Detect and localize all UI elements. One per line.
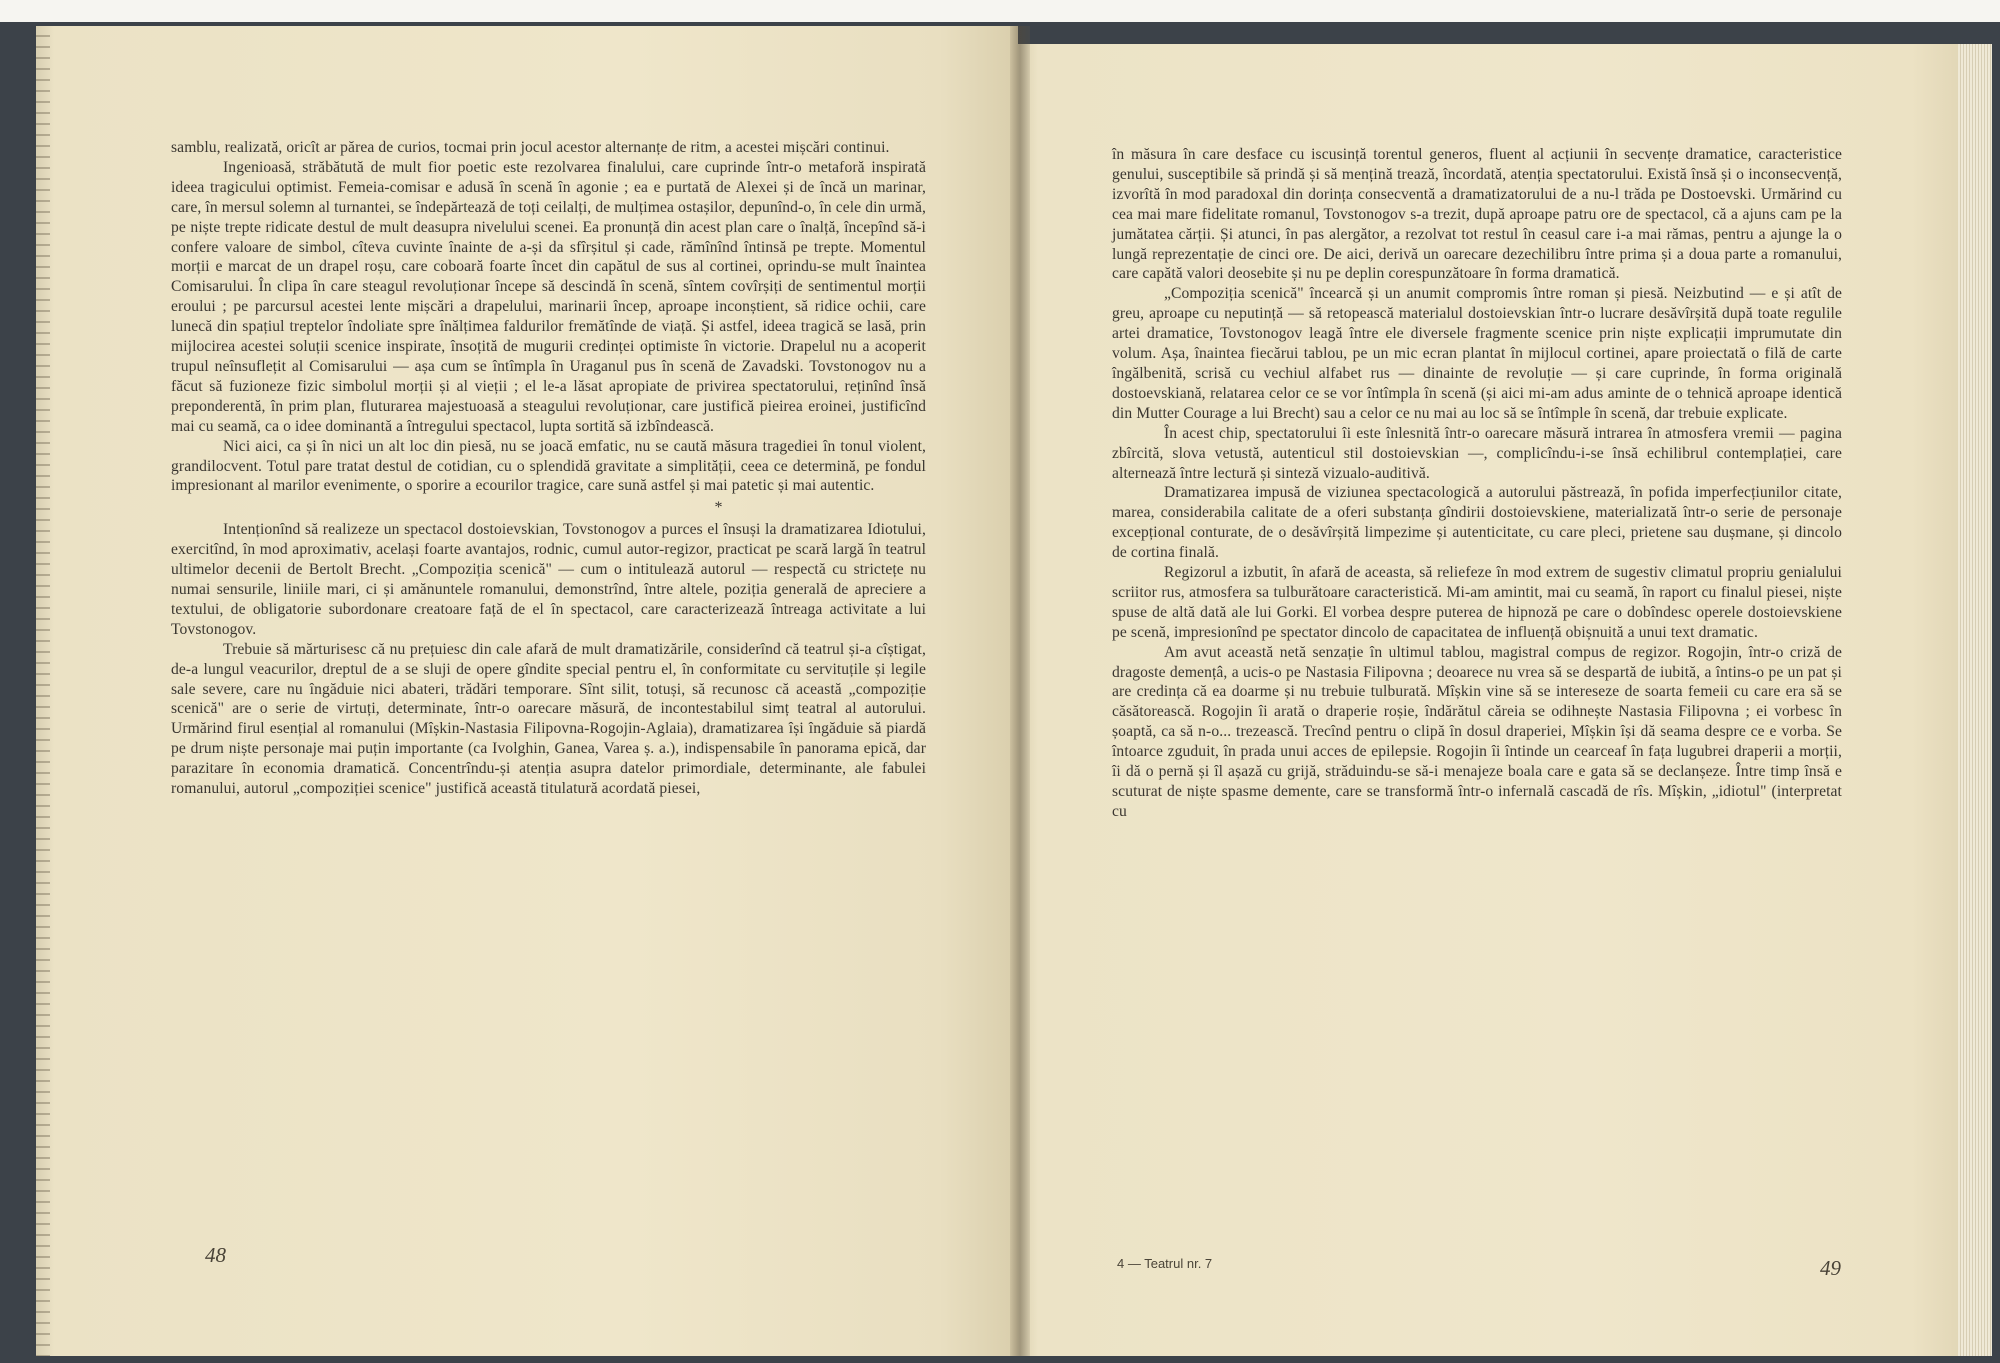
paragraph: „Compoziția scenică" încearcă și un anumit compromis între roman și piesă. Neizbutind — e și atît de greu, aproape cu neputință — să retopească materialul dostoievskian într-o lucrare desăvîrșită după toate regulile artei dramatice, Tovstonogov leagă între ele diversele fragmente scenice prin niște explicații imprumutate din volum. Așa, înaintea fiecărui tablou, pe un mic ecran plantat în mijlocul cortinei, apare proiectată o filă de carte îngălbenită, scrisă cu vechiul alfabet rus — dinainte de revoluție — și care cuprinde, în forma originală dostoevskiană, relatarea celor ce se vor întîmpla în scenă (și aici mi-am adus aminte de o tehnică aproape identică din Mutter Courage a lui Brecht) sau a celor ce nu mai au loc să se întîmple în scenă, dar trebuie explicate. — [1112, 285, 1842, 422]
right-page-text — [1112, 145, 1842, 822]
paragraph: în măsura în care desface cu iscusință torentul generos, fluent al acțiunii în secvențe dramatice, caracteristice genului, susceptibile să prindă și să mențină trează, încordată, atenția spectatorului. Există însă și o inconsecvență, izvorîtă în mod paradoxal din dorința consecventă a dramatizatorului de a nu-l trăda pe Dostoevski. Urmărind cu cea mai mare fidelitate romanul, Tovstonogov s-a trezit, după aproape patru ore de spectacol, că a ajuns cam pe la jumătatea cărții. Și atunci, în pas alergător, a rezolvat tot restul în ceasul care i-a mai rămas, pentru a ajunge la o lungă reprezentație de cinci ore. De aici, derivă un oarecare dezechilibru între prima și a doua parte a romanului, care capătă valori deosebite și nu pe deplin corespunzătoare în forma dramatică. — [1112, 146, 1842, 283]
paragraph: Trebuie să mărturisesc că nu prețuiesc din cale afară de mult dramatizările, considerînd că teatrul și-a cîștigat, de-a lungul veacurilor, dreptul de a se sluji de opere gîndite special pentru el, în conformitate cu servituțile și legile sale severe, care nu îngăduie nici abateri, trădări temporare. Sînt silit, totuși, să recunosc că această „compoziție scenică" are o serie de virtuți, determinate, într-o oarecare măsură, de incontestabilul simț teatral al autorului. Urmărind firul esențial al romanului (Mîșkin-Nastasia Filipovna-Rogojin-Aglaia), dramatizarea își îngăduie să piardă pe drum niște personaje mai puțin importante (ca Ivolghin, Ganea, Varea ș. a.), indispensabile în panorama epică, dar parazitare în economia dramatică. Concentrîndu-și atenția asupra datelor primordiale, determinante, ale fabulei romanului, autorul „compoziției scenice" justifică această titulatură acordată piesei, — [171, 640, 926, 798]
page-edges — [1958, 44, 1992, 1356]
footer-signature: 4 — Teatrul nr. 7 — [1117, 1256, 1213, 1271]
paragraph: Intenționînd să realizeze un spectacol dostoievskian, Tovstonogov a purces el însuși la dramatizarea Idiotului, exercitînd, în mod aproximativ, același foarte avantajos, rodnic, cumul autor-regizor, practicat pe scară largă în teatrul ultimelor decenii de Bertolt Brecht. „Compoziția scenică" — cum o intitulează autorul — respectă cu strictețe nu numai sensurile, liniile mari, ci și amănuntele romanului, demonstrînd, între altele, poziția generală de apreciere a textului, de obligatorie subordonare creatoare față de el în spectacol, care caracterizează întreaga activitate a lui Tovstonogov. — [171, 521, 926, 638]
paragraph: Dramatizarea impusă de viziunea spectacologică a autorului păstrează, în pofida imperfecțiunilor citate, marea, considerabila calitate de a oferi substanța gîndirii dostoievskiene, materializată într-o serie de personaje excepțional conturate, de o desăvîrșită limpezime și autenticitate, cu care pleci, prietene sau dușmane, și dincolo de cortina finală. — [1112, 484, 1842, 562]
paragraph: Ingenioasă, străbătută de mult fior poetic este rezolvarea finalului, care cuprinde într-o metaforă inspirată ideea tragicului optimist. Femeia-comisar e adusă în scenă în agonie ; ea e purtată de Alexei și de încă un marinar, care, în mersul solemn al turnantei, se îndepărtează de toți ceilalți, de mulțimea ostașilor, depunînd-o, în cele din urmă, pe niște trepte ridicate destul de mult deasupra nivelului scenei. Ea pronunță din acest plan care o înalță, începînd să-i confere valoare de simbol, cîteva cuvinte înainte de a-și da sfîrșitul și cade, rămînînd întinsă pe trepte. Momentul morții e marcat de un drapel roșu, care coboară foarte încet din capătul de sus al cortinei, oprindu-se mult înaintea Comisarului. În clipa în care steagul revoluționar începe să descindă în scenă, sîntem covîrșiți de sentimentul morții eroului ; pe parcursul acestei lente mișcări a drapelului, marinarii încep, aproape inconștient, să ridice ochii, care lunecă din spațiul treptelor îndoliate spre înălțimea faldurilor fremătînde de viață. Și astfel, ideea tragică se lasă, prin mijlocirea acestei soluții scenice inspirate, însoțită de mugurii credinței optimiste în victorie. Drapelul nu a acoperit trupul neînsuflețit al Comisarului — așa cum se întîmpla în Uraganul pus în scenă de Zavadski. Tovstonogov nu a făcut să fuzioneze fizic simbolul morții și al vieții ; el le-a lăsat apropiate de privirea spectatorului, reținînd însă preponderentă, în prim plan, fluturarea majestuoasă a steagului revoluționar, care justifică pieirea eroinei, justificînd mai cu seamă, ca o idee dominantă a întregului spectacol, lupta sortită să izbîndească. — [171, 158, 926, 435]
paragraph: Am avut această netă senzație în ultimul tablou, magistral compus de regizor. Rogojin, într-o criză de dragoste demențâ, a ucis-o pe Nastasia Filipovna ; deoarece nu vrea să se despartă de iubită, a întins-o pe un pat și are credința că ea doarme și nu trebuie tulburată. Mîșkin vine să se intereseze de soarta femeii cu care era să se căsătorească. Rogojin îi arată o draperie roșie, îndărătul căreia se odihnește Nastasia Filipovna ; ei vorbesc în șoaptă, ca să n-o... trezească. Trecînd pentru o clipă în dosul draperiei, Mîșkin își dă seama despre ce e vorba. Se întoarce zguduit, în prada unui acces de epilepsie. Rogojin îi întinde un cearceaf în fața lugubrei draperii a morții, îi dă o pernă și îl așază cu grijă, străduindu-se să-i menajeze boala care e gata să se declanșeze. Între timp însă e scuturat de niște spasme demente, care se transformă într-o infernală cascadă de rîs. Mîșkin, „idiotul" (interpretat cu — [1112, 643, 1842, 820]
section-separator: * — [714, 499, 723, 517]
page-number-left: 48 — [205, 1243, 226, 1267]
left-page-binding-edge — [36, 26, 50, 1356]
paragraph: În acest chip, spectatorului îi este înlesnită într-o oarecare măsură intrarea în atmosfera vremii — pagina zbîrcită, slova vetustă, autenticul stil dostoievskian —, complicîndu-i-se însă echilibrul contemplației, care alternează între lectură și sinteză vizualo-auditivă. — [1112, 424, 1842, 482]
left-page-text — [171, 138, 926, 799]
book-gutter — [1010, 26, 1030, 1356]
paragraph: Regizorul a izbutit, în afară de aceasta, să reliefeze în mod extrem de sugestiv climatul propriu genialului scriitor rus, atmosfera sa tulburătoare caracteristică. Mi-am amintit, mai cu seamă, în raport cu finalul piesei, niște spuse de altă dată ale lui Gorki. El vorbea despre puterea de hipnoză pe care o dobîndesc operele dostoievskiene pe scenă, impresionînd pe spectator dincolo de capacitatea de influență obișnuită a unui text dramatic. — [1112, 564, 1842, 641]
paragraph: Nici aici, ca și în nici un alt loc din piesă, nu se joacă emfatic, nu se caută măsura tragediei în tonul violent, grandilocvent. Totul pare tratat destul de cotidian, cu o splendidă gravitate a simplității, ceea ce determină, pe fondul impresionant al marilor evenimente, o sporire a ecourilor tragice, care sună astfel și mai patetic și mai autentic. — [171, 437, 926, 495]
paragraph: samblu, realizată, oricît ar părea de curios, tocmai prin jocul acestor alternanțe de ritm, a acestei mișcări continui. — [171, 139, 890, 156]
page-number-right: 49 — [1820, 1256, 1841, 1280]
